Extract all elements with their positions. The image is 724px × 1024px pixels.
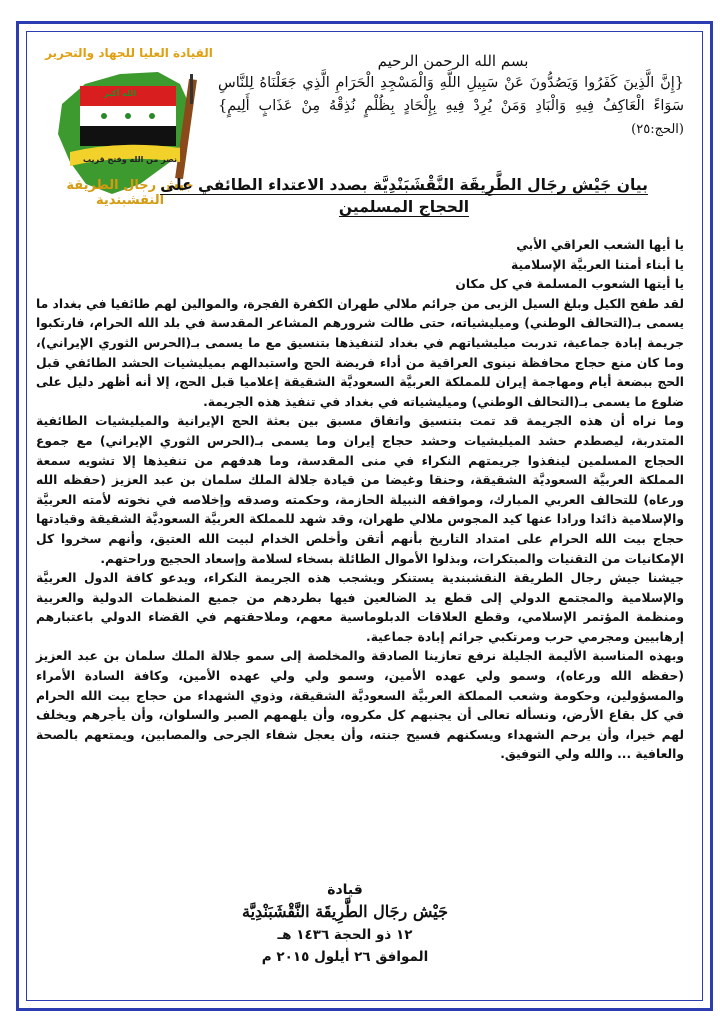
emblem-band-text: نصر من الله وفتح قريب [83,155,177,164]
signature-hijri-date: ١٢ ذو الحجة ١٤٣٦ هـ [277,927,413,943]
body-paragraph: لقد طفح الكيل وبلغ السيل الزبى من جرائم ملالي طهران الكفرة الفجرة، والموالين لهم طائفيا في بغداد ما يسمى بـ(التحالف الوطني) وميليشياته، حتى طالت شرورهم المشاعر المقدسة في بلد الله الحرام، فارتكبوا جريمة إبادة جماعية، تدربت ميليشياتهم في بغداد لتنفيذها بتنسيق مع ما يسمى بـ(الحرس الثوري الإيراني)، وما كان منع حجاج محافظة نينوى العراقية من أداء فريضة الحج واستبدالهم بميليشيات الحشد الطائفي قبل الحج ببضعة أيام ومهاجمة إيران للمملكة العربيَّة السعوديَّة الشقيقة إعلاميا قبل الحج، إلا أنه أظهر دليل على ضلوع ما يسمى بـ(التحالف الوطني) وميليشياته في بغداد في تنفيذ هذه الجريمة. [36,296,684,409]
address-line: يا أيتها الشعوب المسلمة في كل مكان [455,277,684,292]
signature-leadership: قيادة [327,882,363,898]
verse-text: {إِنَّ الَّذِينَ كَفَرُوا وَيَصُدُّونَ عَنْ سَبِيلِ اللَّهِ وَالْمَسْجِدِ الْحَرَامِ الَّذِي جَعَلْنَاهُ لِلنَّاسِ سَوَاءً الْعَاكِفُ فِيهِ وَالْبَادِ وَمَنْ يُرِدْ فِيهِ بِإِلْحَادٍ بِظُلْمٍ نُذِقْهُ مِنْ عَذَابٍ أَلِيمٍ} [218,75,684,114]
body-paragraph: وما نراه أن هذه الجريمة قد تمت بتنسيق واتفاق مسبق بين بعثة الحج الإيرانية والميليشيات الطائفية المتدربة، ليصطدم حشد الميليشيات وحشد حجاج إيران وما يسمى بـ(الحرس الثوري الإيراني) مع جموع الحجاج المسلمين لينفذوا جريمتهم النكراء في منى المقدسة، وما هدفهم من تنفيذها إلا تشويه سمعة المملكة العربيَّة السعوديَّة الشقيقة، وحنقا وغيضا من قيادة جلالة الملك سلمان بن عبد العزيز (حفظه الله ورعاه) للتحالف العربي المبارك، ومواقفه النبيلة الحازمة، وحكمته وصدقه وإخلاصه في نخوته لأمته العربيَّة والإسلامية ذائدا ورادا عنها كيد المجوس ملالي طهران، وقد شهد للمملكة العربيَّة السعوديَّة الشقيقة وقيادتها حجاج بيت الله الحرام على امتداد التاريخ بأنهم أتقن وأخلص الخدام لبيت الله العتيق، وأنهم سخروا كل الإمكانيات من التقنيات والمبتكرات، وبذلوا الأموال الطائلة بسخاء لسلامة وإسعاد الحجيج وراحتهم. [36,414,684,566]
signature-block [225,880,465,968]
body-paragraph: وبهذه المناسبة الأليمة الجليلة نرفع تعازينا الصادقة والمخلصة إلى سمو جلالة الملك سلمان بن عبد العزيز (حفظه الله ورعاه)، وسمو ولي عهده الأمين، وسمو ولي ولي عهده الأمين، وكافة السادة الأمراء والمسؤولين، وحكومة وشعب المملكة العربيَّة السعوديَّة الشقيقة، وذوي الشهداء من حجاج بيت الله الحرام في كل بقاع الأرض، ونسأله تعالى أن يجنبهم كل مكروه، وأن يلهمهم الصبر والسلوان، وأن يأجرهم ويخلف لهم خيرا، وأن يرحم الشهداء ويسكنهم فسيح جنته، وأن يعجل شفاء الجرحى والمصابين، ويمتعهم بالصحة والعافية ... والله ولي التوفيق. [36,649,684,762]
body-paragraph: جيشنا جيش رجال الطريقة النقشبندية يستنكر ويشجب هذه الجريمة النكراء، ويدعو كافة الدول العربيَّة والإسلامية والمجتمع الدولي إلى قطع يد الضالعين فيها بطردهم من جميع المنظمات الدولية والعربية ومنظمة المؤتمر الإسلامي، وقطع العلاقات الدبلوماسية معهم، وملاحقتهم في القضاء الدولي باعتبارهم إرهابيين ومجرمي حرب ومرتكبي جرائم إبادة جماعية. [36,571,684,644]
address-line: يا أبناء أمتنا العربيَّة الإسلامية [510,257,684,272]
emblem-top-text: القيادة العليا للجهاد والتحرير [45,46,213,60]
basmala: بسم الله الرحمن الرحيم [377,52,529,70]
quran-verse [218,72,688,141]
statement-body [36,236,684,765]
signature-gregorian-date: الموافق ٢٦ أيلول ٢٠١٥ م [261,949,429,965]
emblem-flag-text: الله أكبر [103,89,137,98]
statement-title [144,174,664,218]
verse-reference: (الحج:٢٥) [631,122,684,137]
emblem-bottom-text: جيش رجال الطريقة النقشبندية [66,178,194,208]
header [218,50,688,141]
signature-org-name: جَيْش رجَال الطَّرِيقَة النَّقْشَبَنْدِيَّة [242,902,448,921]
title-text: بيان جَيْش رجَال الطَّرِيقَة النَّقْشَبَنْدِيَّة بصدد الاعتداء الطائفي على الحجاج المسلمين [160,176,648,216]
address-line: يا أيها الشعب العراقي الأبي [516,238,684,252]
